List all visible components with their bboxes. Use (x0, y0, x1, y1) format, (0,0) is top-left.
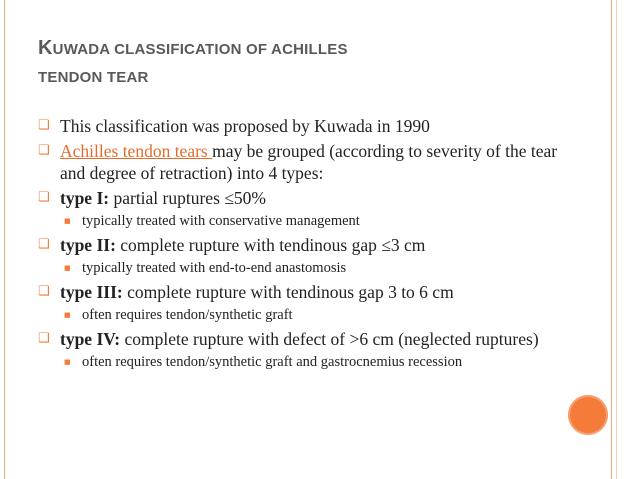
bullet-item-type-1 (38, 187, 578, 209)
type-label: type IV: (60, 329, 121, 349)
solid-square-bullet-icon: ■ (64, 217, 71, 225)
title-line2: TENDON TEAR (38, 69, 149, 86)
sub-bullet-item (38, 259, 578, 277)
slide-border-left (4, 0, 5, 479)
hollow-square-bullet-icon: ❑ (38, 190, 50, 205)
hollow-square-bullet-icon: ❑ (38, 143, 50, 158)
sub-bullet-text: typically treated with conservative management (82, 213, 360, 229)
sub-bullet-text: often requires tendon/synthetic graft (82, 307, 293, 323)
title-line1: UWADA CLASSIFICATION OF ACHILLES (52, 41, 348, 58)
slide-title (38, 34, 578, 92)
hollow-square-bullet-icon: ❑ (38, 284, 50, 299)
slide-border-right-outer (616, 0, 617, 479)
type-label: type III: (60, 282, 123, 302)
decorative-circle (568, 395, 608, 435)
hollow-square-bullet-icon: ❑ (38, 237, 50, 252)
bullet-item-type-3 (38, 281, 578, 303)
bullet-text: complete rupture with tendinous gap 3 to 6 cm (122, 282, 454, 302)
solid-square-bullet-icon: ■ (64, 264, 71, 272)
bullet-list (38, 115, 578, 375)
achilles-tendon-tears-link[interactable]: Achilles tendon tears (60, 141, 213, 161)
title-first-letter: K (38, 37, 53, 59)
slide-border-right (611, 0, 612, 479)
hollow-square-bullet-icon: ❑ (38, 118, 50, 133)
bullet-text: partial ruptures ≤50% (109, 188, 266, 208)
bullet-item-type-2 (38, 234, 578, 256)
sub-bullet-text: typically treated with end-to-end anastomosis (82, 260, 347, 276)
bullet-text: may be grouped (according to severity of the tear and degree of retraction) into 4 types: (60, 141, 558, 183)
sub-bullet-item (38, 306, 578, 324)
bullet-item (38, 140, 578, 184)
sub-bullet-text: often requires tendon/synthetic graft and gastrocnemius recession (82, 354, 463, 370)
type-label: type II: (60, 235, 116, 255)
type-label: type I: (60, 188, 110, 208)
bullet-text: complete rupture with defect of >6 cm (neglected ruptures) (120, 329, 539, 349)
bullet-item (38, 115, 578, 137)
solid-square-bullet-icon: ■ (64, 311, 71, 319)
solid-square-bullet-icon: ■ (64, 358, 71, 366)
bullet-text: complete rupture with tendinous gap ≤3 cm (115, 235, 426, 255)
sub-bullet-item (38, 212, 578, 230)
bullet-text: This classification was proposed by Kuwada in 1990 (60, 116, 430, 136)
bullet-item-type-4 (38, 328, 578, 350)
sub-bullet-item (38, 353, 578, 371)
hollow-square-bullet-icon: ❑ (38, 331, 50, 346)
